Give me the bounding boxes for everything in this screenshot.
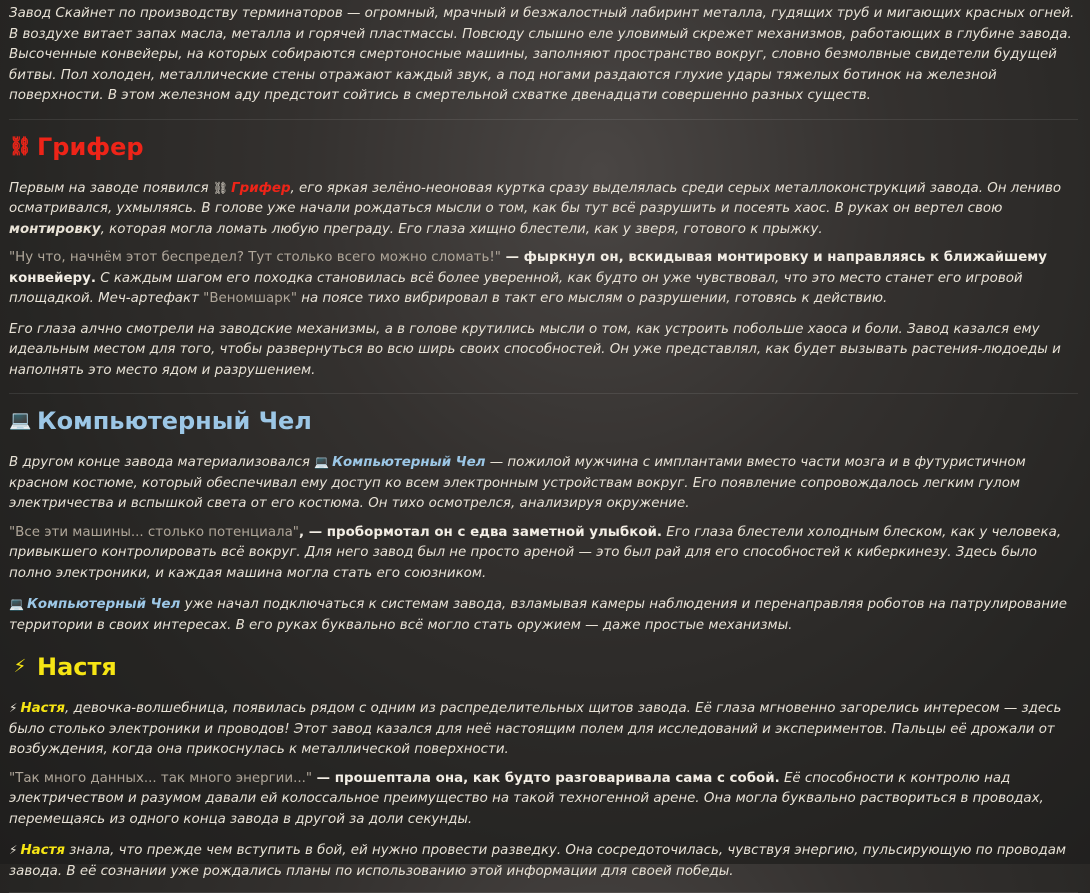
computer-guy-paragraph-1 xyxy=(9,452,1078,515)
artifact-name: "Веномшарк" xyxy=(203,291,298,306)
laptop-icon: 💻 xyxy=(314,455,330,469)
character-name-computer-guy: Компьютерный Чел xyxy=(332,455,486,470)
text-segment: С каждым шагом его походка становилась всё более уверенной, как будто он уже чувствовал, что это место станет его игровой площадкой. Меч-артефакт xyxy=(9,270,1023,306)
text-segment: уже начал подключаться к системам завода, взламывая камеры наблюдения и перенаправляя роботов на патрулирование территории в своих интересах. В его руках буквально всё могло стать оружием — даже простые механизмы. xyxy=(9,597,1067,633)
text-segment: на поясе тихо вибрировал в такт его мыслям о разрушении, готовясь к действию. xyxy=(297,291,888,306)
nastya-paragraph-3 xyxy=(9,840,1078,882)
heading-griefer xyxy=(9,132,1078,162)
text-segment: Её способности к контролю над электричеством и разумом давали ей колоссальное преимущество на такой техногенной арене. Она могла буквально раствориться в проводах, перемещаясь из одного конца завода в другой за доли секунды. xyxy=(9,770,1044,827)
text-segment: , его яркая зелёно-неоновая куртка сразу выделялась среди серых металлоконструкций завода. Он лениво осматривался, ухмыляясь. В голове уже начали рождаться мысли о том, как бы тут всё разрушить и посеять хаос. В руках он вертел свою xyxy=(9,180,1062,216)
section-nastya xyxy=(9,648,1078,882)
heading-griefer-title: Грифер xyxy=(37,132,144,161)
dialogue-quote: "Все эти машины... столько потенциала" xyxy=(9,524,299,540)
nastya-paragraph-2 xyxy=(9,769,1078,831)
dialogue-quote: "Ну что, начнём этот беспредел? Тут столько всего можно сломать!" xyxy=(9,250,501,265)
character-name-griefer: Грифер xyxy=(231,180,291,196)
griefer-paragraph-3: Его глаза алчно смотрели на заводские механизмы, а в голове крутились мысли о том, как устроить побольше хаоса и боли. Завод казался ему идеальным местом для того, чтобы развернуться во всю ширь своих способностей. Он уже представлял, как будет вызывать растения-людоеды и наполнять это место ядом и разрушением. xyxy=(9,321,1061,378)
lightning-icon: ⚡ xyxy=(13,656,27,677)
text-segment: — пожилой мужчина с имплантами вместо части мозга и в футуристичном красном костюме, который обеспечивал ему доступ ко всем электронным устройствам вокруг. Его появление сопровождалось легким гулом электричества и вспышкой света от его костюма. Он тихо осмотрелся, анализируя окружение. xyxy=(9,455,1026,511)
heading-computer-guy-title: Компьютерный Чел xyxy=(37,407,312,435)
text-segment: , которая могла ломать любую преграду. Его глаза хищно блестели, как у зверя, готового к прыжку. xyxy=(100,221,823,237)
dialogue-quote: "Так много данных... так много энергии..." xyxy=(9,770,313,786)
nastya-paragraph-1 xyxy=(9,698,1078,761)
laptop-icon: 💻 xyxy=(9,597,24,611)
heading-nastya-title: Настя xyxy=(37,653,117,681)
character-name-nastya: Настя xyxy=(20,843,65,858)
speech-attribution: — фыркнул он, вскидывая монтировку и направляясь к ближайшему конвейеру. xyxy=(9,250,1047,286)
character-name-computer-guy: Компьютерный Чел xyxy=(26,597,181,612)
griefer-paragraph-1 xyxy=(9,178,1078,241)
section-griefer xyxy=(9,119,1078,382)
character-name-nastya: Настя xyxy=(20,701,65,716)
lightning-icon: ⚡ xyxy=(9,701,18,715)
speech-attribution: — прошептала она, как будто разговаривала сама с собой. xyxy=(312,770,780,786)
laptop-icon: 💻 xyxy=(9,410,32,431)
weapon-name: монтировку xyxy=(9,221,101,237)
griefer-paragraph-2 xyxy=(9,248,1078,310)
text-segment: Первым на заводе появился xyxy=(9,180,213,196)
intro-paragraph: Завод Скайнет по производству терминаторов — огромный, мрачный и безжалостный лабиринт металла, гудящих труб и мигающих красных огней. В воздухе витает запах масла, металла и горячей пластмассы. Повсюду слышно еле уловимый скрежет механизмов, работающих в глубине завода. Высоченные конвейеры, на которых собираются смертоносные машины, заполняют пространство вокруг, словно безмолвные свидетели будущей битвы. Пол холоден, металлические стены отражают каждый звук, а под ногами раздаются глухие удары тяжелых ботинок на железной поверхности. В этом железном аду предстоит сойтись в смертельной схватке двенадцати совершенно разных существ. xyxy=(9,6,1075,103)
text-segment: В другом конце завода материализовался xyxy=(9,455,315,470)
heading-nastya xyxy=(9,652,1078,682)
lightning-icon: ⚡ xyxy=(9,843,18,857)
text-segment: Его глаза блестели холодным блеском, как у человека, привыкшего контролировать всё вокруг. Для него завод был не просто ареной — это был рай для его способностей к киберкинезу. Здесь было полно электроники, и каждая машина могла стать его союзником. xyxy=(9,524,1062,581)
chain-icon: ⛓ xyxy=(212,180,229,195)
heading-computer-guy xyxy=(9,406,1078,436)
speech-attribution: , — пробормотал он с едва заметной улыбкой. xyxy=(298,524,662,540)
section-computer-guy xyxy=(9,393,1078,636)
chain-icon: ⛓ xyxy=(9,135,32,157)
computer-guy-paragraph-2 xyxy=(9,523,1078,585)
text-segment: , девочка-волшебница, появилась рядом с одним из распределительных щитов завода. Её глаза мгновенно загорелись интересом — здесь было столько электроники и проводов! Этот завод казался для неё настоящим полем для исследований и экспериментов. Пальцы её дрожали от возбуждения, когда она прикоснулась к металлической поверхности. xyxy=(9,701,1062,757)
computer-guy-paragraph-3 xyxy=(9,594,1078,636)
text-segment: знала, что прежде чем вступить в бой, ей нужно провести разведку. Она сосредоточилась, чувствуя энергию, пульсирующую по проводам завода. В её сознании уже рождались планы по использованию этой информации для своей победы. xyxy=(9,843,1067,879)
